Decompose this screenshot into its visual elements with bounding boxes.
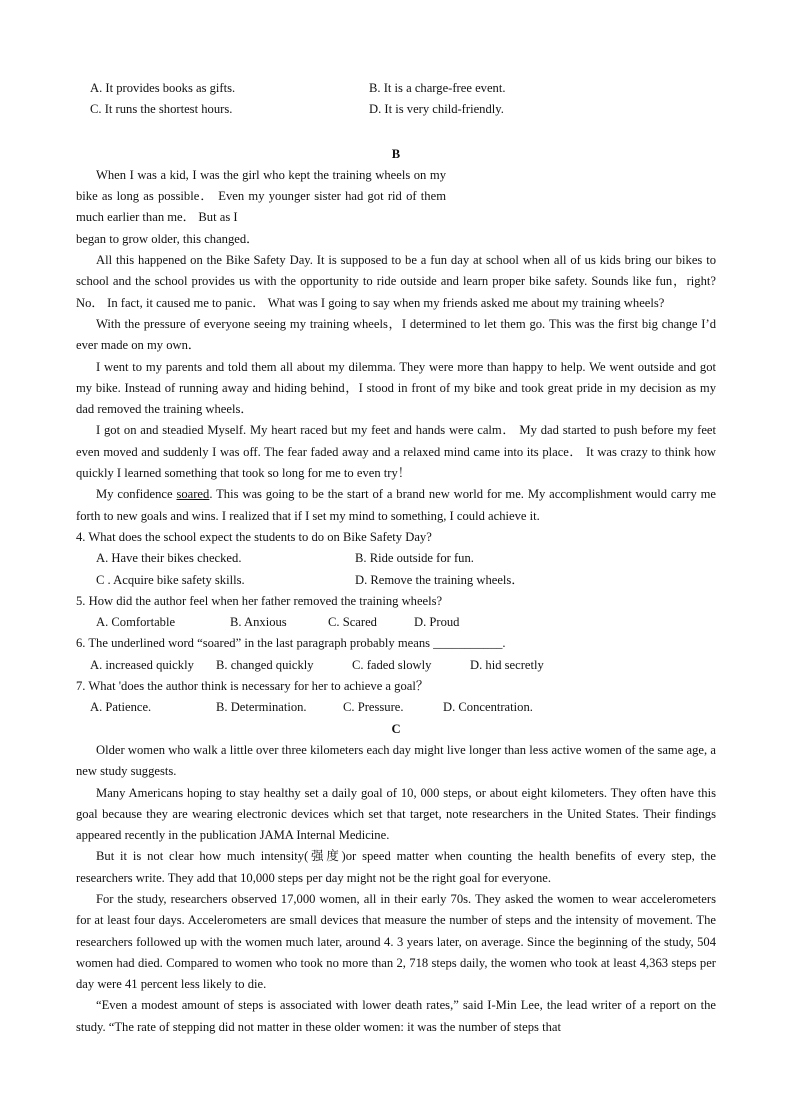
p6-text-after: . This was going to be the start of a brand new world for me. My accomplishment would carry me forth to new goals and wins. I realized that if I set my mind to something, I could achieve it. bbox=[76, 487, 716, 523]
option-c[interactable]: C. It runs the shortest hours. bbox=[90, 102, 233, 117]
passage-b-heading: B bbox=[391, 146, 401, 161]
exam-page bbox=[76, 78, 716, 1038]
q7-option-b[interactable]: B. Determination. bbox=[216, 700, 307, 715]
question-5: 5. How did the author feel when her father removed the training wheels? bbox=[76, 593, 443, 608]
passage-c-paragraph-4: For the study, researchers observed 17,000 women, all in their early 70s. They asked the women to wear accelerometers for at least four days. Accelerometers are small devices that measure the number of steps and the intensity of movement. The researchers followed up with the women much later, around 4. 3 years later, on average. Since the beginning of the study, 504 women had died. Compared to women who took no more than 2, 718 steps daily, the women who took at least 4,363 steps per day were 41 percent less likely to die. bbox=[76, 891, 716, 992]
q4-option-c[interactable]: C . Acquire bike safety skills. bbox=[96, 572, 245, 587]
q7-option-d[interactable]: D. Concentration. bbox=[443, 700, 533, 715]
passage-c-paragraph-2: Many Americans hoping to stay healthy set a daily goal of 10, 000 steps, or about eight kilometers. They often have this goal because they are wearing electronic devices which set that target, note researchers in the United States. Their findings appeared recently in the publication JAMA Internal Medicine. bbox=[76, 785, 716, 843]
q6-option-b[interactable]: B. changed quickly bbox=[216, 657, 314, 672]
q5-option-d[interactable]: D. Proud bbox=[414, 615, 460, 630]
question-4-options-row-2 bbox=[76, 570, 716, 591]
q6-option-c[interactable]: C. faded slowly bbox=[352, 657, 432, 672]
question-4-options-row-1 bbox=[76, 548, 716, 569]
q6-option-a[interactable]: A. increased quickly bbox=[90, 657, 194, 672]
q4-option-a[interactable]: A. Have their bikes checked. bbox=[96, 551, 242, 566]
passage-b-paragraph-6 bbox=[76, 484, 716, 527]
passage-c-paragraph-5: “Even a modest amount of steps is associated with lower death rates,” said I-Min Lee, the lead writer of a report on the study. “The rate of stepping did not matter in these older women: it was the number of steps that bbox=[76, 998, 716, 1034]
passage-c-paragraph-3: But it is not clear how much intensity(强度)or speed matter when counting the health benefits of every step, the researchers write. They add that 10,000 steps per day might not be the right goal for everyone. bbox=[76, 849, 716, 885]
q5-option-a[interactable]: A. Comfortable bbox=[96, 615, 176, 630]
option-d[interactable]: D. It is very child-friendly. bbox=[369, 102, 504, 117]
passage-b-paragraph-3: With the pressure of everyone seeing my training wheels，I determined to let them go. This was the first big change I’d ever made on my own． bbox=[76, 316, 716, 353]
passage-b-paragraph-2: All this happened on the Bike Safety Day. It is supposed to be a fun day at school when all of us kids bring our bikes to school and the school provides us with the opportunity to ride outside and learn proper bike safety. Sounds like fun，right? No． In fact, it caused me to panic． What was I going to say when my friends asked me about my training wheels? bbox=[76, 253, 716, 310]
passage-c-heading: C bbox=[391, 721, 401, 736]
question-6-options bbox=[76, 655, 716, 676]
underlined-word-soared: soared bbox=[176, 487, 210, 502]
previous-question-options-row-1 bbox=[76, 78, 716, 99]
passage-b-paragraph-4: I went to my parents and told them all about my dilemma. They were more than happy to help. We went outside and got my bike. Instead of running away and hiding behind，I stood in front of my bike and took great pride in my decision as my dad removed the training wheels． bbox=[76, 359, 716, 417]
passage-b-paragraph-5: I got on and steadied Myself. My heart raced but my feet and hands were calm． My dad started to push before my feet even moved and suddenly I was off. The fear faded away and a relaxed mind came into its place． It was crazy to think how quickly I learned something that took so long for me to even try！ bbox=[76, 423, 716, 481]
question-7: 7. What 'does the author think is necessary for her to achieve a goal？ bbox=[76, 679, 429, 694]
question-4: 4. What does the school expect the students to do on Bike Safety Day? bbox=[76, 529, 432, 544]
question-5-options bbox=[76, 612, 716, 633]
q4-option-d[interactable]: D. Remove the training wheels． bbox=[355, 572, 524, 587]
option-a[interactable]: A. It provides books as gifts. bbox=[90, 81, 236, 95]
q7-option-a[interactable]: A. Patience. bbox=[90, 700, 152, 715]
q5-option-c[interactable]: C. Scared bbox=[328, 615, 377, 630]
passage-b-paragraph-1b: began to grow older, this changed． bbox=[76, 231, 259, 246]
passage-c-paragraph-1: Older women who walk a little over three kilometers each day might live longer than less active women of the same age, a new study suggests. bbox=[76, 742, 716, 779]
q5-option-b[interactable]: B. Anxious bbox=[230, 615, 287, 630]
question-7-options bbox=[76, 697, 716, 718]
q7-option-c[interactable]: C. Pressure. bbox=[343, 700, 404, 715]
question-6: 6. The underlined word “soared” in the last paragraph probably means ___________. bbox=[76, 636, 506, 651]
q6-option-d[interactable]: D. hid secretly bbox=[470, 657, 544, 672]
option-b[interactable]: B. It is a charge-free event. bbox=[369, 81, 506, 95]
q4-option-b[interactable]: B. Ride outside for fun. bbox=[355, 551, 474, 566]
previous-question-options-row-2 bbox=[76, 99, 716, 120]
passage-b-paragraph-1a: When I was a kid, I was the girl who kept the training wheels on my bike as long as possible． Even my younger sister had got rid of them much earlier than me． But as I bbox=[76, 167, 446, 225]
p6-text-before: My confidence bbox=[96, 487, 177, 502]
